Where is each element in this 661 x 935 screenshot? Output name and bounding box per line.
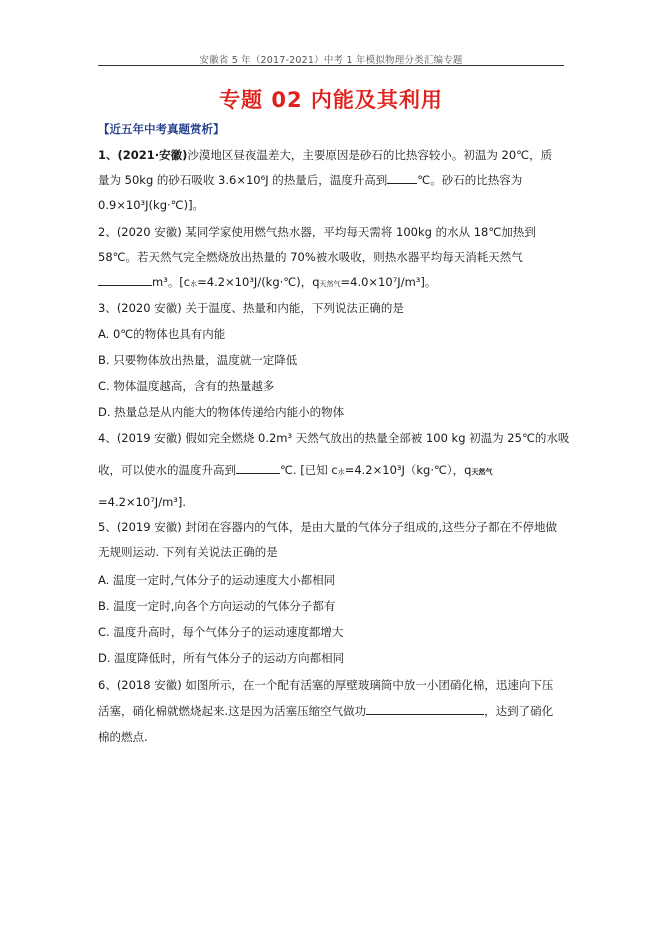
q6-text: 活塞，硝化棉就燃烧起来.这是因为活塞压缩空气做功 bbox=[98, 704, 367, 718]
q5-option-c: C. 温度升高时，每个气体分子的运动速度都增大 bbox=[98, 625, 344, 639]
page-title: 专题 02 内能及其利用 bbox=[219, 88, 443, 112]
q3-stem: 3、(2020 安徽) 关于温度、热量和内能，下列说法正确的是 bbox=[98, 301, 404, 315]
q4-text: =4.2×10³J（kg·℃），q bbox=[344, 463, 472, 477]
q4-text: 收，可以使水的温度升高到 bbox=[98, 463, 236, 477]
q6-text: ，达到了硝化 bbox=[484, 704, 554, 718]
q5-option-d: D. 温度降低时，所有气体分子的运动方向都相同 bbox=[98, 651, 345, 665]
q1-line-2 bbox=[98, 172, 522, 188]
q1-text: ℃。砂石的比热容为 bbox=[417, 173, 523, 187]
q5-line-2: 无规则运动. 下列有关说法正确的是 bbox=[98, 545, 278, 559]
q2-text: =4.0×10⁷J/m³]。 bbox=[340, 275, 437, 289]
header-divider bbox=[98, 65, 564, 66]
q1-text: 量为 50kg 的砂石吸收 3.6×10⁶J 的热量后，温度升高到 bbox=[98, 173, 388, 187]
q4-subscript: 天然气 bbox=[471, 468, 493, 476]
q2-line-3 bbox=[98, 274, 436, 292]
q2-line-2: 58℃。若天然气完全燃烧放出热量的 70%被水吸收，则热水器平均每天消耗天然气 bbox=[98, 250, 523, 264]
q1-line-1 bbox=[98, 147, 552, 163]
q4-line-1: 4、(2019 安徽) 假如完全燃烧 0.2m³ 天然气放出的热量全部被 100 kg 初温为 25℃的水吸 bbox=[98, 431, 570, 445]
q4-line-3: =4.2×10⁷J/m³]. bbox=[98, 495, 187, 509]
answer-blank[interactable] bbox=[98, 274, 152, 286]
q1-source: 1、(2021·安徽) bbox=[98, 148, 188, 162]
q3-option-d: D. 热量总是从内能大的物体传递给内能小的物体 bbox=[98, 405, 345, 419]
q6-line-3: 棉的燃点. bbox=[98, 730, 148, 744]
q2-text: m³。[c bbox=[152, 275, 191, 289]
q2-text: =4.2×10³J/(kg·℃)，q bbox=[197, 275, 320, 289]
q3-option-a: A. 0℃的物体也具有内能 bbox=[98, 327, 226, 341]
answer-blank[interactable] bbox=[366, 703, 484, 715]
q6-line-1: 6、(2018 安徽) 如图所示，在一个配有活塞的厚壁玻璃筒中放一小团硝化棉，迅速向下压 bbox=[98, 678, 554, 692]
q2-line-1: 2、(2020 安徽) 某同学家使用燃气热水器，平均每天需将 100kg 的水从 18℃加热到 bbox=[98, 225, 536, 239]
section-heading: 【近五年中考真题赏析】 bbox=[98, 122, 225, 136]
running-header: 安徽省 5 年（2017-2021）中考 1 年模拟物理分类汇编专题 bbox=[199, 55, 463, 66]
q3-option-b: B. 只要物体放出热量，温度就一定降低 bbox=[98, 353, 298, 367]
q3-option-c: C. 物体温度越高，含有的热量越多 bbox=[98, 379, 275, 393]
q6-line-2 bbox=[98, 703, 553, 719]
answer-blank[interactable] bbox=[236, 462, 280, 474]
q4-line-2 bbox=[98, 462, 492, 480]
q1-line-3: 0.9×10³J(kg·℃)]。 bbox=[98, 198, 205, 212]
answer-blank[interactable] bbox=[387, 172, 417, 184]
q4-subscript: 水 bbox=[337, 468, 345, 476]
q5-option-a: A. 温度一定时,气体分子的运动速度大小都相同 bbox=[98, 573, 336, 587]
q4-text: ℃. [已知 c bbox=[280, 463, 338, 477]
q5-option-b: B. 温度一定时,向各个方向运动的气体分子都有 bbox=[98, 599, 336, 613]
q1-text: 沙漠地区昼夜温差大，主要原因是砂石的比热容较小。初温为 20℃，质 bbox=[187, 148, 553, 162]
q2-subscript: 水 bbox=[190, 280, 198, 288]
q5-line-1: 5、(2019 安徽) 封闭在容器内的气体，是由大量的气体分子组成的,这些分子都在不停地做 bbox=[98, 520, 558, 534]
q2-subscript: 天然气 bbox=[319, 280, 341, 288]
